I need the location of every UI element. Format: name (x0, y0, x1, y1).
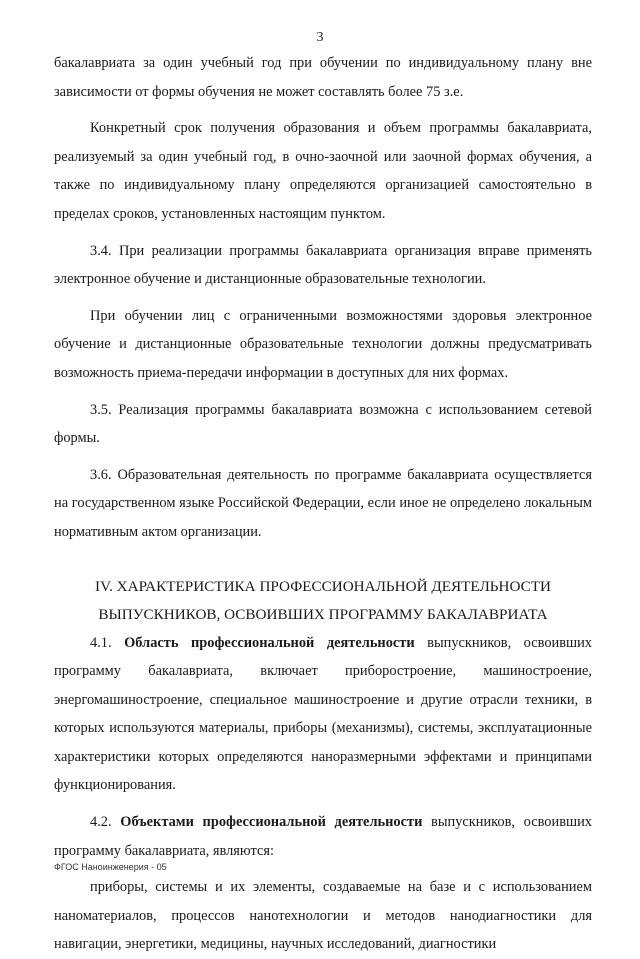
clause-number: 4.2. (90, 814, 112, 831)
section-heading-line: ВЫПУСКНИКОВ, ОСВОИВШИХ ПРОГРАММУ БАКАЛАВРИАТА (98, 605, 548, 623)
bold-term: Объектами профессиональной деятельности (120, 814, 423, 831)
paragraph: При обучении лиц с ограниченными возможностями здоровья электронное обучение и дистанционные образовательные технологии должны предусматривать возможность приема-передачи информации в доступных для них формах. (54, 307, 592, 381)
paragraph: 3.5. Реализация программы бакалавриата возможна с использованием сетевой формы. (54, 401, 592, 447)
paragraph: Конкретный срок получения образования и объем программы бакалавриата, реализуемый за один учебный год, в очно-заочной или заочной формах обучения, а также по индивидуальному плану определяются организацией самостоятельно в пределах сроков, установленных настоящим пунктом. (54, 120, 592, 222)
paragraph-text: выпускников, освоивших программу бакалавриата, включает приборостроение, машиностроение, энергомашиностроение, специальное машиностроение и другие отрасли техники, в которых используются материалы, приборы (механизмы), системы, эксплуатационные характеристики которых определяются наноразмерными эффектами и принципами функционирования. (54, 634, 592, 794)
paragraph: приборы, системы и их элементы, создаваемые на базе и с использованием наноматериалов, процессов нанотехнологии и методов нанодиагностики для навигации, энергетики, медицины, научных исследований, диагностики (54, 879, 592, 953)
section-heading-line: IV. ХАРАКТЕРИСТИКА ПРОФЕССИОНАЛЬНОЙ ДЕЯТЕЛЬНОСТИ (95, 577, 551, 595)
section-heading (54, 561, 592, 629)
bold-term: Область профессиональной деятельности (124, 634, 415, 651)
body-text (54, 49, 592, 959)
paragraph (54, 808, 592, 865)
paragraph: 3.4. При реализации программы бакалавриата организация вправе применять электронное обучение и дистанционные образовательные технологии. (54, 242, 592, 288)
paragraph-text: выпускников, освоивших программу бакалавриата, являются: (54, 814, 592, 859)
page-number: 3 (316, 30, 324, 45)
paragraph: бакалавриата за один учебный год при обучении по индивидуальному плану вне зависимости от формы обучения не может составлять более 75 з.е. (54, 55, 592, 100)
paragraph: 3.6. Образовательная деятельность по программе бакалавриата осуществляется на государственном языке Российской Федерации, если иное не определено локальным нормативным актом организации. (54, 466, 592, 540)
footer: ФГОС Наноинженерия - 05 (54, 862, 167, 872)
clause-number: 4.1. (90, 634, 112, 651)
paragraph (54, 629, 592, 801)
